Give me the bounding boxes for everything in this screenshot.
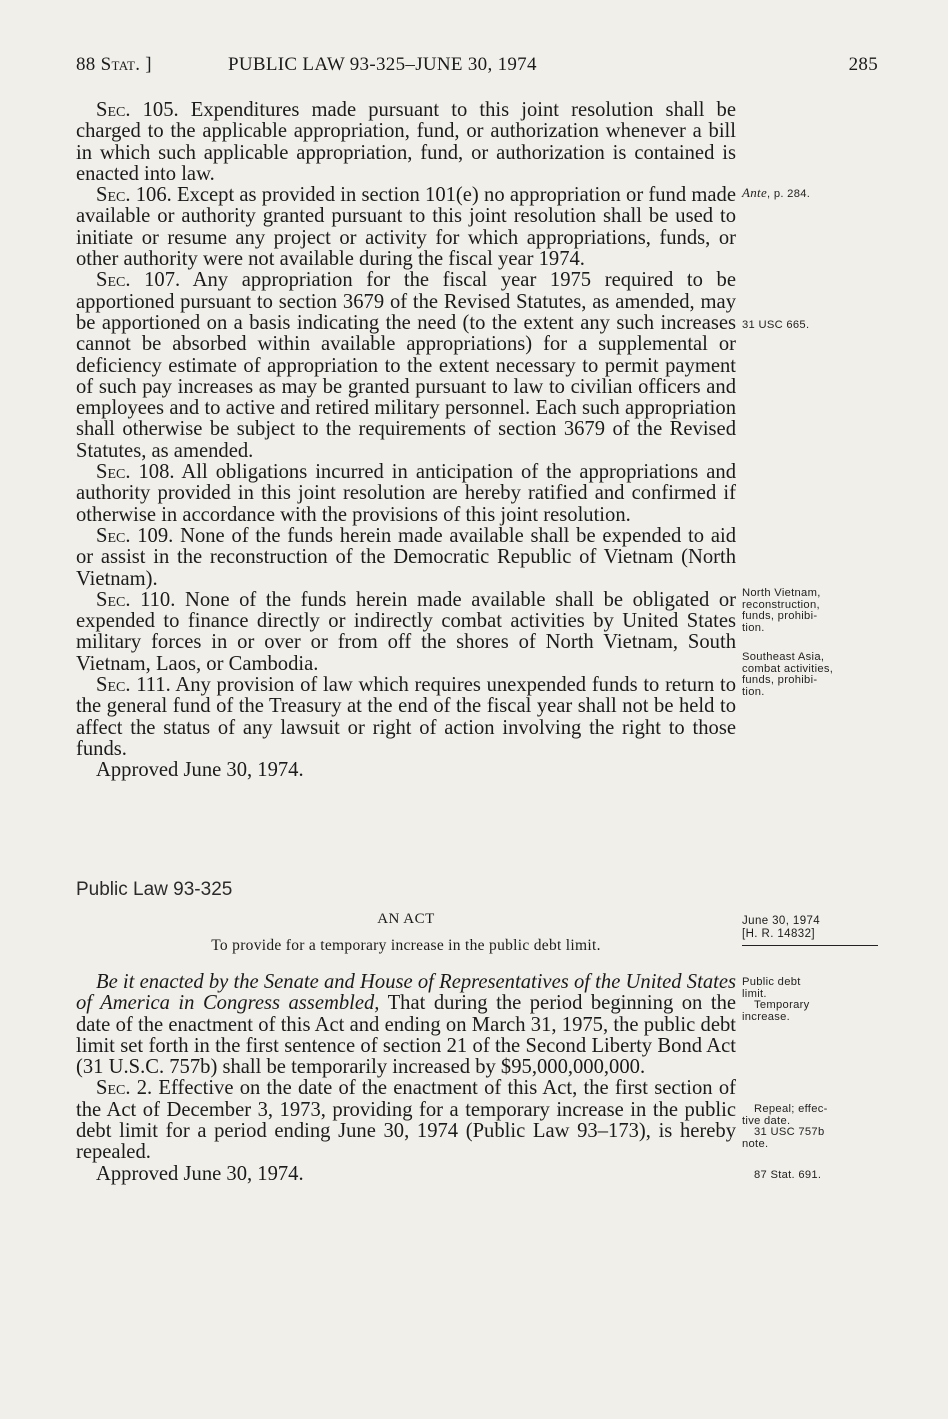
margin-note-usc-665: 31 USC 665. xyxy=(742,319,810,331)
section-body: Effective on the date of the enactment of this Act, the first section of the Act of December 3, 1973, providing for a temporary increase in the public debt limit for a period ending June 30, 1974 (Public Law 93–173), is hereby repealed. xyxy=(76,1077,736,1164)
section-110 xyxy=(76,590,736,675)
margin-line: increase. xyxy=(742,1010,791,1023)
approval-line: Approved June 30, 1974. xyxy=(96,759,304,782)
section-body: That during the period beginning on the date of the enactment of this Act and ending on March 31, 1975, the public debt limit set forth in the first sentence of section 21 of the Second Liberty Bond Act (31 U.S.C. 757b) shall be temporarily increased by $95,000,000,000. xyxy=(76,992,737,1079)
ante-label: Ante xyxy=(742,185,768,200)
joint-resolution-text xyxy=(76,100,736,782)
margin-line: reconstruction, xyxy=(742,598,820,611)
act-section-1 xyxy=(76,972,736,1078)
section-label: Sec. 2. xyxy=(96,1077,153,1100)
running-title: PUBLIC LAW 93-325–JUNE 30, 1974 xyxy=(228,54,537,75)
margin-note-stat-691: 87 Stat. 691. xyxy=(754,1169,822,1181)
section-body: Any appropriation for the fiscal year 1975 required to be apportioned pursuant to section 3679 of the Revised Statutes, as amended, may be apportioned on a basis indicating the need (to the extent any such increases cannot be absorbed within available appropriations) for a supplemental or deficiency estimate of appropriation to the extent necessary to permit payment of such pay increases as may be granted pursuant to law to civilian officers and employees and to active and retired military personnel. Each such appropriation shall otherwise be subject to the requirements of section 3679 of the Revised Statutes, as amended. xyxy=(76,269,736,462)
margin-note-public-debt xyxy=(742,977,887,1023)
margin-line: tion. xyxy=(742,685,765,698)
margin-line: Public debt xyxy=(742,976,801,988)
act-text xyxy=(76,972,736,1185)
public-law-title: Public Law 93-325 xyxy=(76,879,233,900)
section-body: Any provision of law which requires unexpended funds to return to the general fund of the Treasury at the end of the fiscal year shall not be held to affect the status of any lawsuit or right of action involving the right to those funds. xyxy=(76,674,736,760)
section-108 xyxy=(76,462,736,526)
section-label: Sec. 106. xyxy=(96,184,172,207)
margin-line: Repeal; effec- xyxy=(754,1103,828,1115)
section-body: Expenditures made pursuant to this joint resolution shall be charged to the applicable appropriation, fund, or authorization whenever a bill in which such applicable appropriation, fund, or authorization is contained is enacted into law. xyxy=(76,99,736,185)
act-section-2 xyxy=(76,1078,736,1163)
section-label: Sec. 108. xyxy=(96,461,175,484)
margin-note-southeast-asia xyxy=(742,652,887,698)
section-body: All obligations incurred in anticipation of the appropriations and authority provided in this joint resolution are hereby ratified and confirmed if otherwise in accordance with the provisions of this joint resolution. xyxy=(76,461,737,526)
margin-line: combat activities, xyxy=(742,662,834,675)
section-109 xyxy=(76,526,736,590)
stat-reference: 88 Stat. ] xyxy=(76,54,152,75)
section-label: Sec. 110. xyxy=(96,588,176,611)
enacting-clause: Be it enacted by the Senate and House of Representatives of the United States of America in Congress assembled, xyxy=(76,971,736,1015)
margin-note-ante xyxy=(742,187,887,201)
margin-line: Southeast Asia, xyxy=(742,651,825,663)
section-label: Sec. 111. xyxy=(96,674,171,697)
approval-line-2: Approved June 30, 1974. xyxy=(96,1162,304,1185)
margin-line: tion. xyxy=(742,621,765,634)
act-heading: AN ACT xyxy=(377,911,435,927)
margin-line: limit. xyxy=(742,987,767,1000)
margin-note-repeal xyxy=(742,1104,887,1150)
section-label: Sec. 109. xyxy=(96,524,174,547)
act-title: To provide for a temporary increase in the public debt limit. xyxy=(211,937,601,954)
section-label: Sec. 105. xyxy=(96,99,179,121)
act-date-block xyxy=(742,915,877,941)
margin-line: funds, prohibi- xyxy=(742,674,818,686)
margin-line: note. xyxy=(742,1137,769,1150)
margin-line: tive date. xyxy=(742,1114,791,1127)
margin-line: Temporary xyxy=(754,999,810,1011)
section-111 xyxy=(76,675,736,760)
section-label: Sec. 107. xyxy=(96,269,181,292)
page-header xyxy=(76,54,878,84)
section-106 xyxy=(76,185,736,270)
section-105 xyxy=(76,100,736,185)
margin-note-north-vietnam xyxy=(742,588,887,634)
ante-page: , p. 284. xyxy=(767,188,811,200)
margin-line: North Vietnam, xyxy=(742,587,821,599)
margin-line: funds, prohibi- xyxy=(742,610,818,622)
section-body: None of the funds herein made available shall be obligated or expended to finance directly or indirectly combat activities by United States military forces in or over or from off the shores of North Vietnam, South Vietnam, Laos, or Cambodia. xyxy=(76,588,736,675)
margin-line: 31 USC 757b xyxy=(754,1126,825,1138)
act-date: June 30, 1974 xyxy=(742,915,821,927)
bill-number: [H. R. 14832] xyxy=(742,928,815,940)
act-rule xyxy=(742,945,878,946)
section-body: None of the funds herein made available shall be expended to aid or assist in the reconstruction of the Democratic Republic of Vietnam (North Vietnam). xyxy=(76,524,736,590)
section-107 xyxy=(76,270,736,462)
section-body: Except as provided in section 101(e) no appropriation or fund made available or authority granted pursuant to this joint resolution shall be used to initiate or resume any project or activity for which appropriations, funds, or other authority were not available during the fiscal year 1974. xyxy=(76,184,736,271)
page-number: 285 xyxy=(848,54,878,75)
